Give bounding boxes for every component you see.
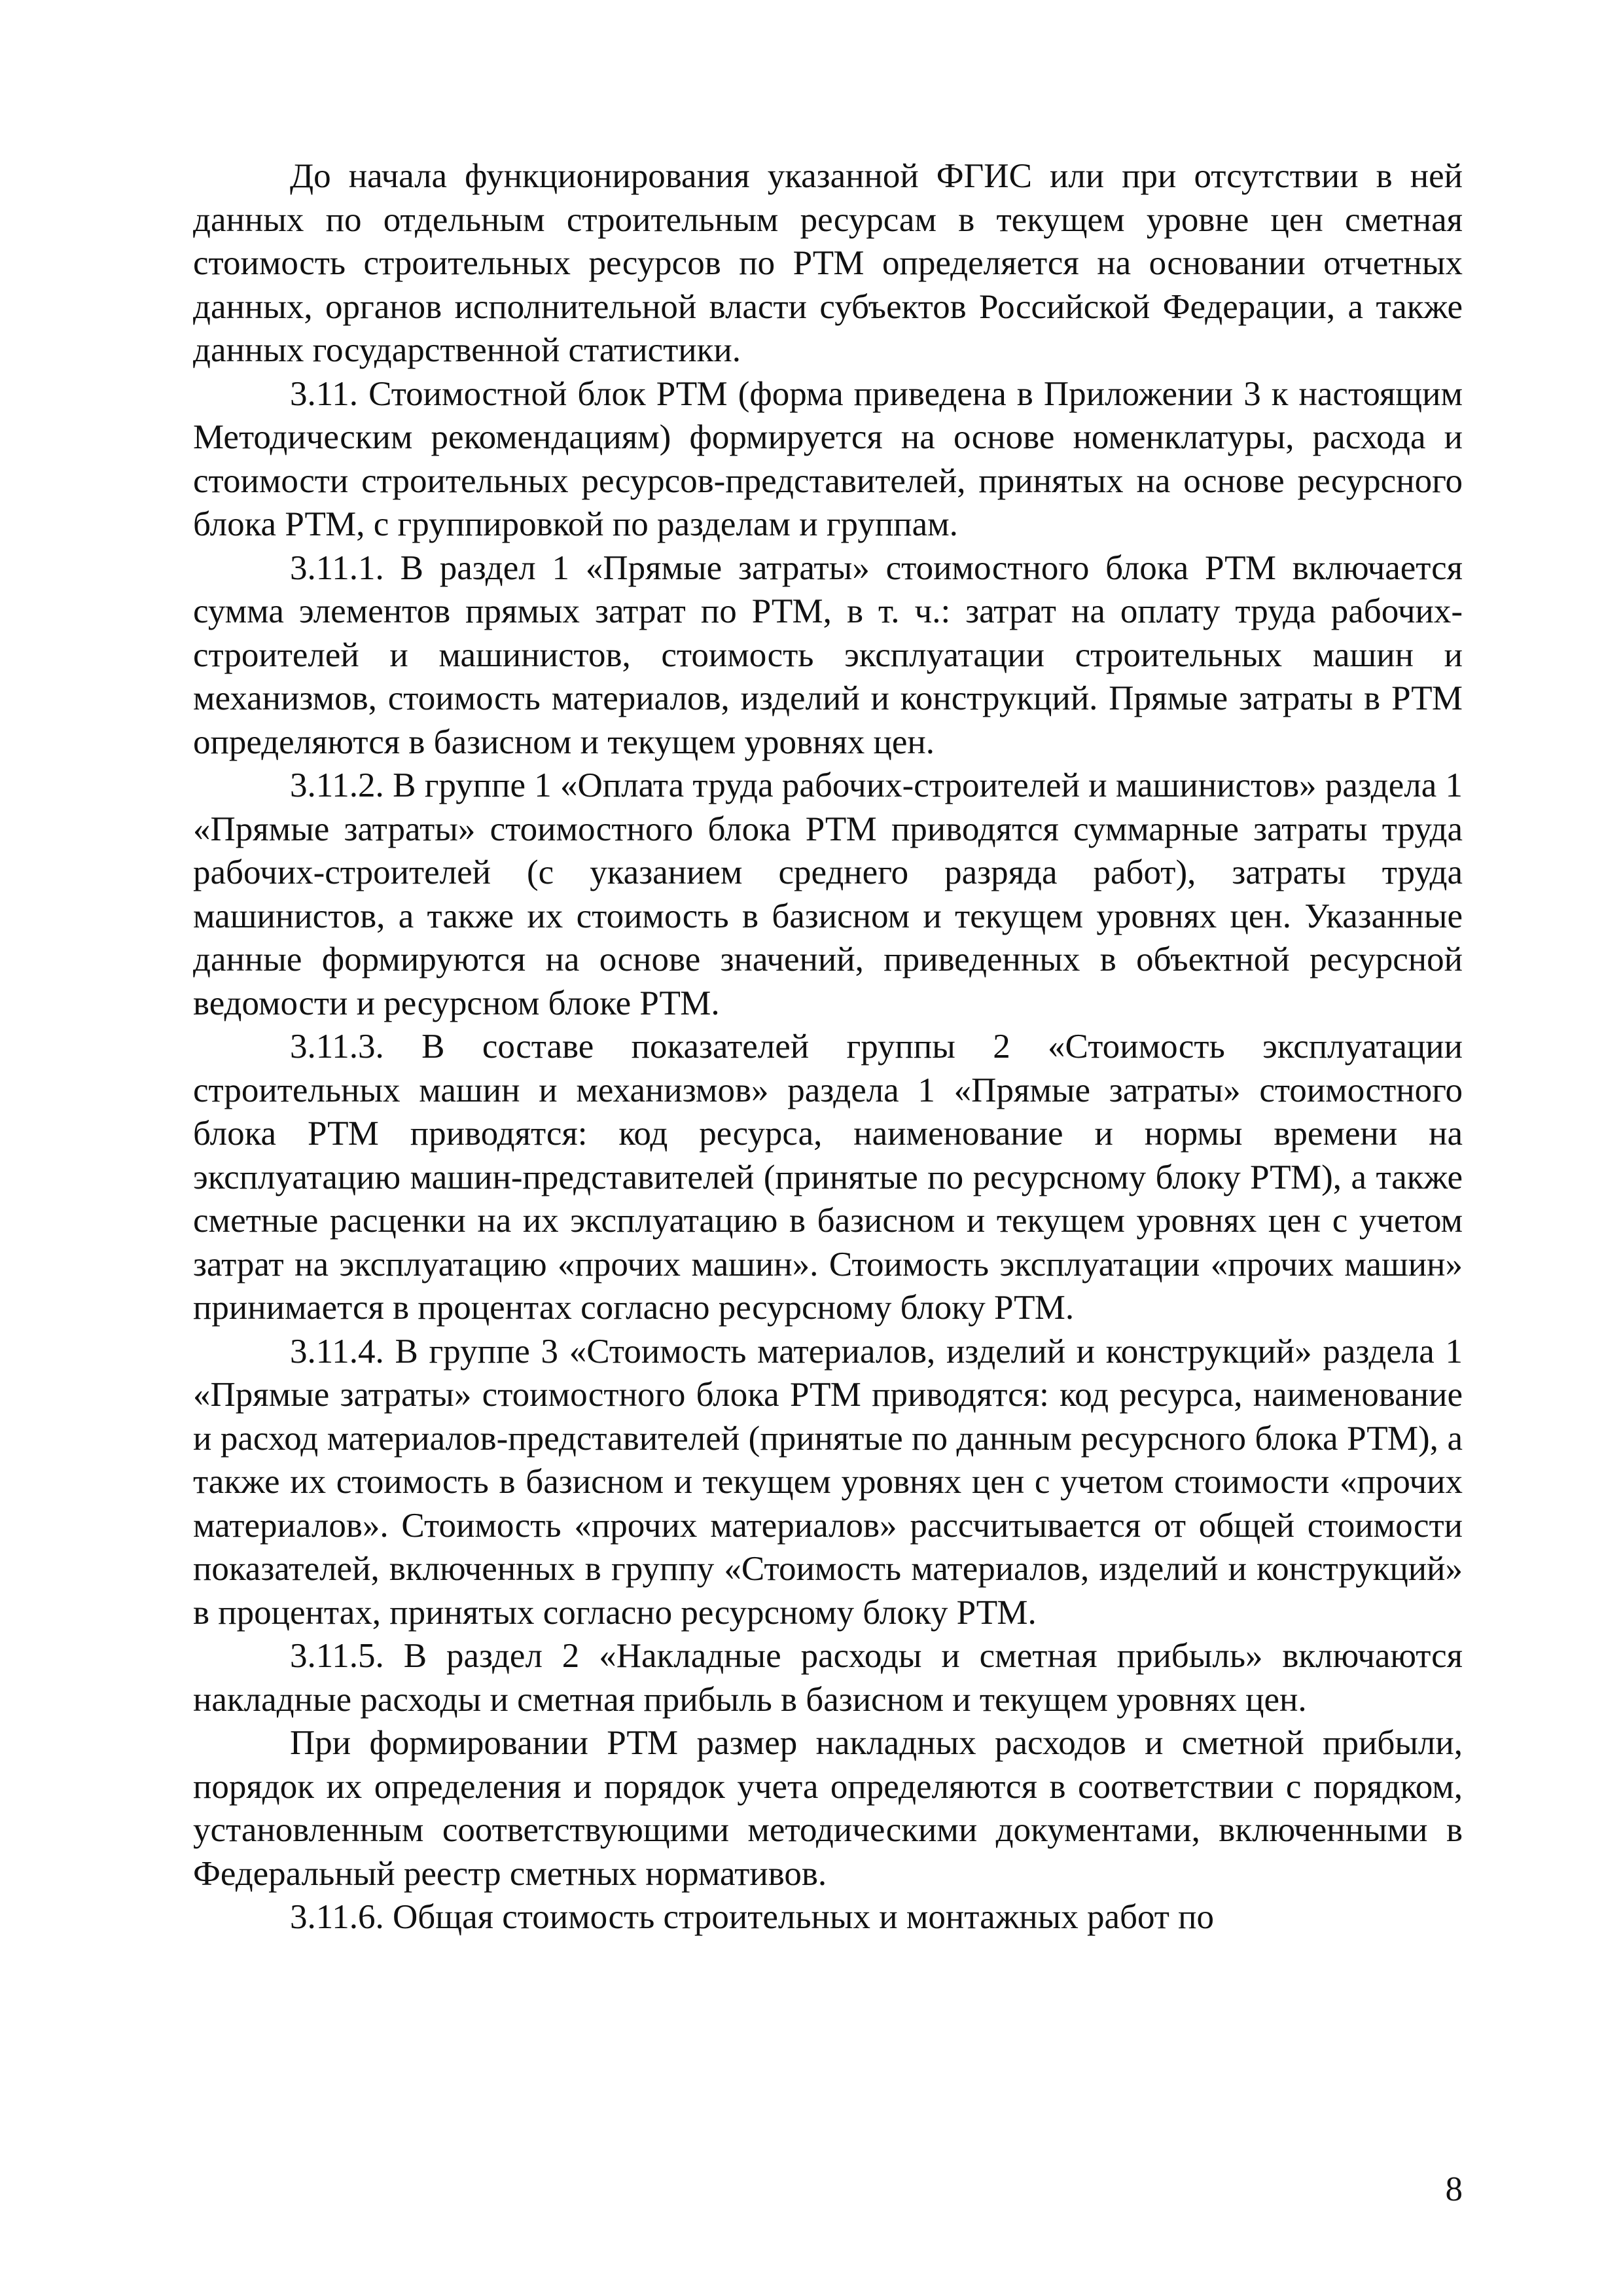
paragraph-3-11-4: 3.11.4. В группе 3 «Стоимость материалов, изделий и конструкций» раздела 1 «Прямые затраты» стоимостного блока РТМ приводятся: код ресурса, наименование и расход материалов-представителей (принятые по данным ресурсного блока РТМ), а также их стоимость в базисном и текущем уровнях цен с учетом стоимости «прочих материалов». Стоимость «прочих материалов» рассчитывается от общей стоимости показателей, включенных в группу «Стоимость материалов, изделий и конструкций» в процентах, принятых согласно ресурсному блоку РТМ.: [193, 1332, 1463, 1632]
paragraph-3-11-3: 3.11.3. В составе показателей группы 2 «Стоимость эксплуатации строительных машин и механизмов» раздела 1 «Прямые затраты» стоимостного блока РТМ приводятся: код ресурса, наименование и нормы времени на эксплуатацию машин-представителей (принятые по ресурсному блоку РТМ), а также сметные расценки на их эксплуатацию в базисном и текущем уровнях цен с учетом затрат на эксплуатацию «прочих машин». Стоимость эксплуатации «прочих машин» принимается в процентах согласно ресурсному блоку РТМ.: [193, 1028, 1463, 1327]
document-body: [193, 154, 1463, 1939]
paragraph-fgis-absence: До начала функционирования указанной ФГИС или при отсутствии в ней данных по отдельным строительным ресурсам в текущем уровне цен сметная стоимость строительных ресурсов по РТМ определяется на основании отчетных данных, органов исполнительной власти субъектов Российской Федерации, а также данных государственной статистики.: [193, 157, 1463, 369]
paragraph-3-11-1: 3.11.1. В раздел 1 «Прямые затраты» стоимостного блока РТМ включается сумма элементов прямых затрат по РТМ, в т. ч.: затрат на оплату труда рабочих-строителей и машинистов, стоимость эксплуатации строительных машин и механизмов, стоимость материалов, изделий и конструкций. Прямые затраты в РТМ определяются в базисном и текущем уровнях цен.: [193, 548, 1463, 761]
paragraph-overhead-profit: При формировании РТМ размер накладных расходов и сметной прибыли, порядок их определения и порядок учета определяются в соответствии с порядком, установленным соответствующими методическими документами, включенными в Федеральный реестр сметных нормативов.: [193, 1724, 1463, 1893]
paragraph-3-11-2: 3.11.2. В группе 1 «Оплата труда рабочих-строителей и машинистов» раздела 1 «Прямые затраты» стоимостного блока РТМ приводятся суммарные затраты труда рабочих-строителей (с указанием среднего разряда работ), затраты труда машинистов, а также их стоимость в базисном и текущем уровнях цен. Указанные данные формируются на основе значений, приведенных в объектной ресурсной ведомости и ресурсном блоке РТМ.: [193, 766, 1463, 1022]
paragraph-3-11-6: 3.11.6. Общая стоимость строительных и монтажных работ по: [290, 1898, 1215, 1936]
paragraph-3-11-5: 3.11.5. В раздел 2 «Накладные расходы и сметная прибыль» включаются накладные расходы и сметная прибыль в базисном и текущем уровнях цен.: [193, 1637, 1463, 1719]
page-number: 8: [1445, 2170, 1463, 2208]
paragraph-3-11: 3.11. Стоимостной блок РТМ (форма приведена в Приложении 3 к настоящим Методическим рекомендациям) формируется на основе номенклатуры, расхода и стоимости строительных ресурсов-представителей, принятых на основе ресурсного блока РТМ, с группировкой по разделам и группам.: [193, 374, 1463, 543]
